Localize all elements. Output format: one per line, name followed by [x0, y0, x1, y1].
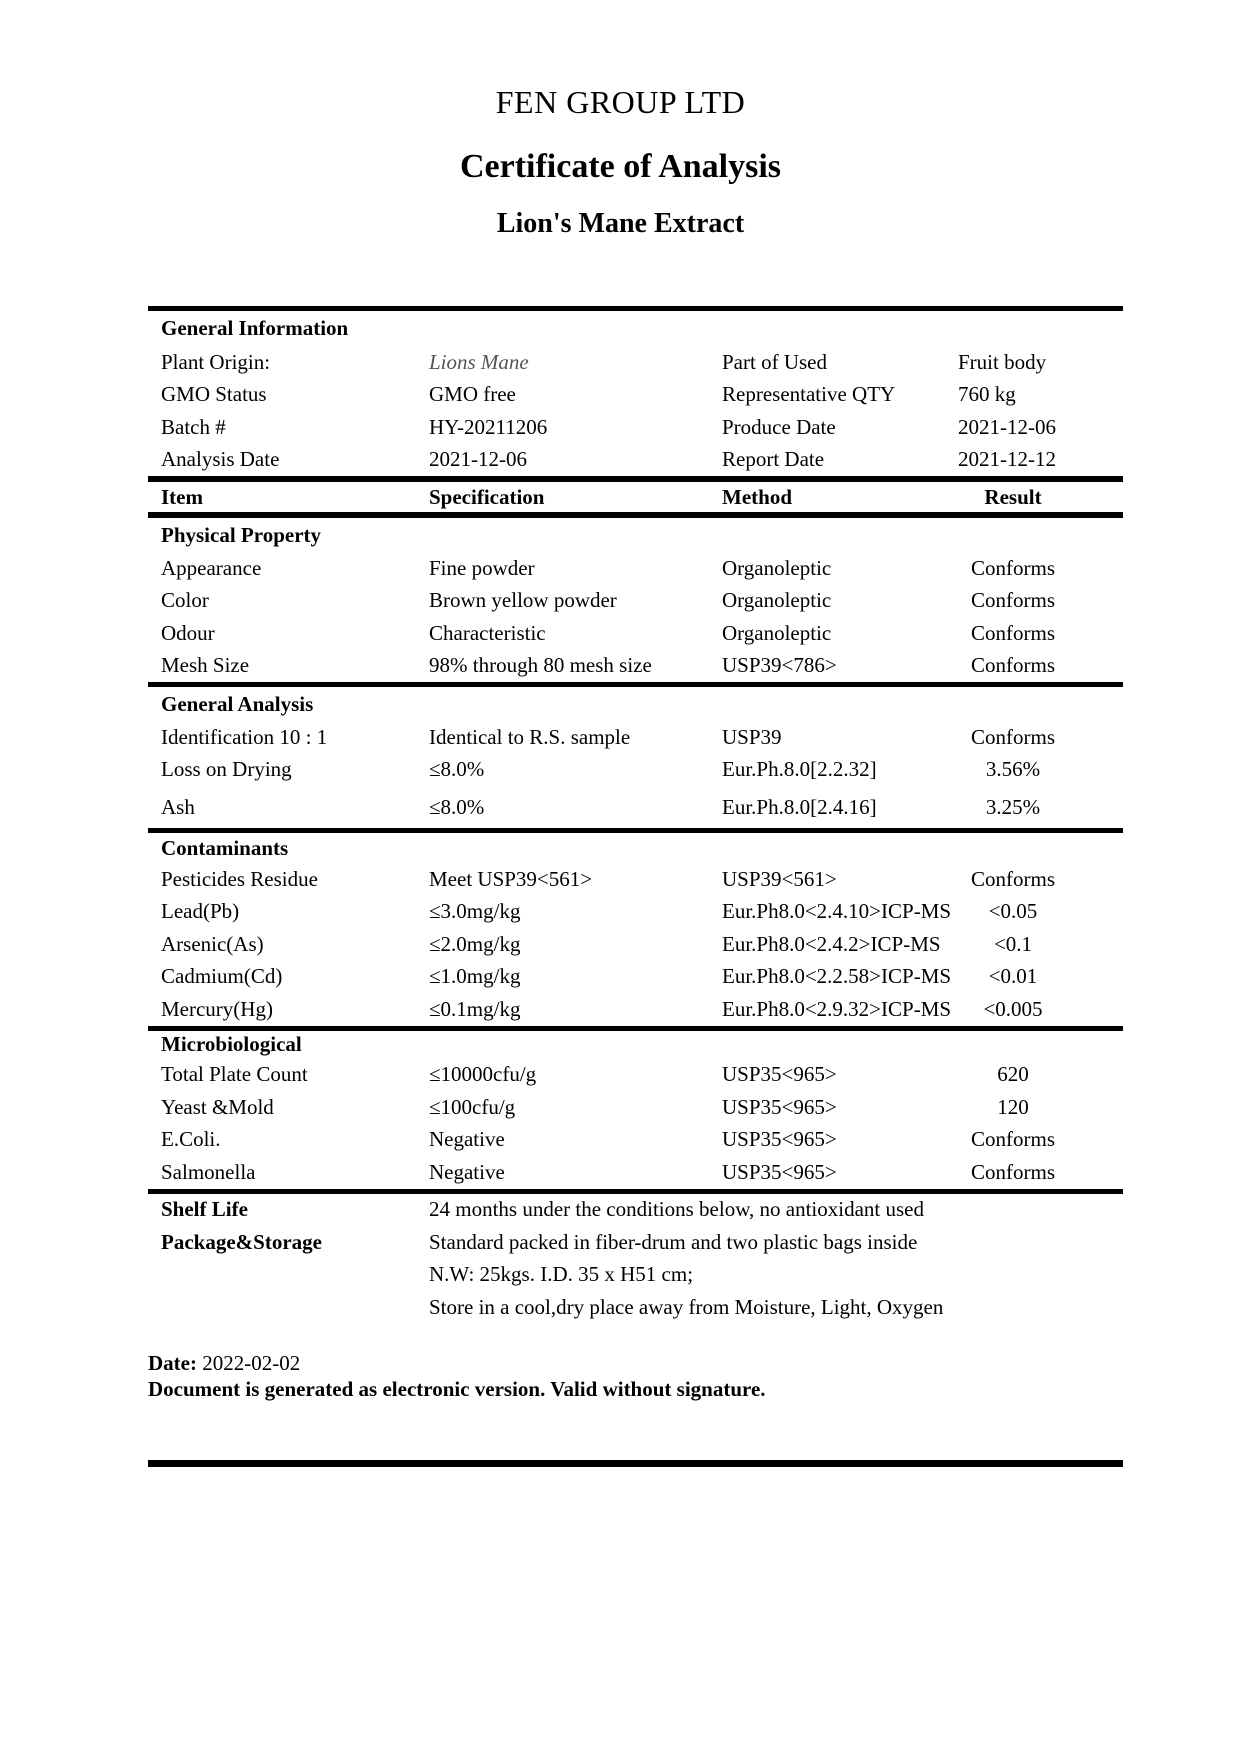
- storage-label: Shelf Life: [161, 1197, 248, 1222]
- cell-method: USP39: [722, 724, 782, 749]
- table-section-heading: Physical Property: [161, 522, 322, 547]
- document-title: Certificate of Analysis: [459, 148, 782, 185]
- cell-item: Identification 10 : 1: [161, 724, 328, 749]
- cell-result: Conforms: [971, 1127, 1055, 1152]
- cell-specification: ≤8.0%: [429, 757, 485, 782]
- cell-item: Appearance: [161, 555, 262, 580]
- info-label: Report Date: [722, 447, 825, 472]
- cell-specification: ≤1.0mg/kg: [429, 964, 521, 989]
- cell-item: Total Plate Count: [161, 1062, 308, 1087]
- cell-specification: Characteristic: [429, 620, 546, 645]
- cell-item: Mesh Size: [161, 653, 250, 678]
- general-info-row: [148, 346, 1123, 379]
- storage-row: [148, 1226, 1123, 1259]
- general-info-row: [148, 379, 1123, 412]
- info-value: Lions Mane: [429, 349, 529, 374]
- table-row: [148, 786, 1123, 828]
- cell-specification: Fine powder: [429, 555, 535, 580]
- cell-method: Eur.Ph8.0<2.4.2>ICP-MS: [722, 931, 941, 956]
- cell-result: Conforms: [971, 620, 1055, 645]
- table-row: [148, 1156, 1123, 1189]
- cell-item: Loss on Drying: [161, 757, 292, 782]
- cell-item: Yeast &Mold: [161, 1094, 274, 1119]
- cell-specification: ≤0.1mg/kg: [429, 996, 521, 1021]
- cell-specification: Identical to R.S. sample: [429, 724, 631, 749]
- cell-result: 620: [997, 1062, 1029, 1087]
- storage-text: Store in a cool,dry place away from Moisture, Light, Oxygen: [429, 1294, 944, 1319]
- cell-result: 3.56%: [985, 757, 1041, 782]
- cell-method: Eur.Ph.8.0[2.4.16]: [722, 794, 877, 819]
- info-value: GMO free: [429, 382, 516, 407]
- cell-method: Organoleptic: [722, 588, 832, 613]
- storage-text: N.W: 25kgs. I.D. 35 x H51 cm;: [429, 1262, 694, 1287]
- info-value: 2021-12-12: [958, 447, 1056, 472]
- info-label: Produce Date: [722, 414, 836, 439]
- certificate-body: [148, 306, 1123, 1467]
- cell-result: Conforms: [971, 555, 1055, 580]
- cell-item: Cadmium(Cd): [161, 964, 283, 989]
- table-section-heading: Microbiological: [161, 1032, 302, 1056]
- results-table: [148, 518, 1123, 1194]
- table-section: [148, 687, 1123, 828]
- cell-method: Organoleptic: [722, 555, 832, 580]
- issue-date-line: [148, 1350, 1123, 1376]
- table-row: [148, 650, 1123, 683]
- cell-specification: Brown yellow powder: [429, 588, 617, 613]
- column-header-method: Method: [722, 484, 792, 509]
- company-name: FEN GROUP LTD: [495, 84, 746, 120]
- divider: [148, 1460, 1123, 1467]
- cell-result: <0.01: [988, 964, 1038, 989]
- cell-specification: Negative: [429, 1159, 505, 1184]
- table-row: [148, 863, 1123, 896]
- info-value: 2021-12-06: [429, 447, 527, 472]
- storage-text: Standard packed in fiber-drum and two plastic bags inside: [429, 1229, 918, 1254]
- info-value: HY-20211206: [429, 414, 548, 439]
- cell-method: Eur.Ph8.0<2.2.58>ICP-MS: [722, 964, 952, 989]
- table-row: [148, 585, 1123, 618]
- footer: [148, 1350, 1123, 1402]
- cell-item: E.Coli.: [161, 1127, 221, 1152]
- cell-result: 120: [997, 1094, 1029, 1119]
- storage-row: [148, 1194, 1123, 1227]
- cell-result: Conforms: [971, 588, 1055, 613]
- table-section: [148, 833, 1123, 1026]
- cell-method: USP35<965>: [722, 1127, 837, 1152]
- storage-row: [148, 1291, 1123, 1324]
- cell-result: Conforms: [971, 1159, 1055, 1184]
- cell-method: USP35<965>: [722, 1062, 837, 1087]
- cell-result: 3.25%: [985, 794, 1041, 819]
- cell-specification: Negative: [429, 1127, 505, 1152]
- table-row: [148, 1091, 1123, 1124]
- table-section: [148, 1031, 1123, 1189]
- cell-item: Lead(Pb): [161, 899, 240, 924]
- cell-method: USP39<786>: [722, 653, 837, 678]
- cell-item: Odour: [161, 620, 215, 645]
- cell-specification: ≤10000cfu/g: [429, 1062, 537, 1087]
- cell-result: <0.005: [983, 996, 1043, 1021]
- info-label: GMO Status: [161, 382, 267, 407]
- cell-specification: ≤8.0%: [429, 794, 485, 819]
- table-section-heading: Contaminants: [161, 835, 289, 860]
- cell-result: <0.1: [993, 931, 1033, 956]
- date-value: 2022-02-02: [202, 1350, 301, 1375]
- cell-method: USP35<965>: [722, 1159, 837, 1184]
- info-value: 760 kg: [958, 382, 1016, 407]
- cell-specification: Meet USP39<561>: [429, 866, 593, 891]
- info-label: Analysis Date: [161, 447, 280, 472]
- cell-item: Ash: [161, 794, 195, 819]
- storage-block: [148, 1194, 1123, 1324]
- column-header-specification: Specification: [429, 484, 545, 509]
- table-section-heading: General Analysis: [161, 691, 314, 716]
- table-row: [148, 617, 1123, 650]
- cell-specification: ≤100cfu/g: [429, 1094, 516, 1119]
- general-info-row: [148, 411, 1123, 444]
- table-section: [148, 518, 1123, 682]
- cell-result: Conforms: [971, 653, 1055, 678]
- electronic-version-note: Document is generated as electronic version. Valid without signature.: [148, 1376, 766, 1401]
- table-row: [148, 552, 1123, 585]
- table-row: [148, 754, 1123, 787]
- info-value: 2021-12-06: [958, 414, 1056, 439]
- table-row: [148, 896, 1123, 929]
- cell-result: Conforms: [971, 866, 1055, 891]
- table-row: [148, 993, 1123, 1026]
- cell-specification: 98% through 80 mesh size: [429, 653, 652, 678]
- cell-result: Conforms: [971, 724, 1055, 749]
- cell-item: Arsenic(As): [161, 931, 264, 956]
- cell-method: Eur.Ph.8.0[2.2.32]: [722, 757, 877, 782]
- info-label: Representative QTY: [722, 382, 896, 407]
- column-header-result: Result: [984, 484, 1042, 509]
- cell-method: Eur.Ph8.0<2.4.10>ICP-MS: [722, 899, 952, 924]
- general-information-heading: General Information: [161, 316, 349, 340]
- table-row: [148, 721, 1123, 754]
- info-label: Part of Used: [722, 349, 827, 374]
- cell-item: Mercury(Hg): [161, 996, 273, 1021]
- info-label: Batch #: [161, 414, 226, 439]
- storage-text: 24 months under the conditions below, no antioxidant used: [429, 1197, 924, 1222]
- table-row: [148, 1059, 1123, 1092]
- storage-label: Package&Storage: [161, 1229, 322, 1254]
- table-row: [148, 961, 1123, 994]
- cell-item: Color: [161, 588, 209, 613]
- info-value: Fruit body: [958, 349, 1047, 374]
- cell-method: Organoleptic: [722, 620, 832, 645]
- cell-specification: ≤2.0mg/kg: [429, 931, 521, 956]
- table-header-row: [148, 482, 1123, 512]
- general-information-rows: [148, 346, 1123, 476]
- date-label: Date:: [148, 1350, 197, 1375]
- info-label: Plant Origin:: [161, 349, 271, 374]
- table-row: [148, 1124, 1123, 1157]
- column-header-item: Item: [161, 484, 203, 509]
- cell-item: Pesticides Residue: [161, 866, 318, 891]
- cell-specification: ≤3.0mg/kg: [429, 899, 521, 924]
- storage-row: [148, 1259, 1123, 1292]
- cell-method: USP35<965>: [722, 1094, 837, 1119]
- product-name: Lion's Mane Extract: [496, 208, 745, 239]
- table-row: [148, 928, 1123, 961]
- general-info-row: [148, 444, 1123, 477]
- cell-item: Salmonella: [161, 1159, 256, 1184]
- cell-method: Eur.Ph8.0<2.9.32>ICP-MS: [722, 996, 952, 1021]
- cell-method: USP39<561>: [722, 866, 837, 891]
- cell-result: <0.05: [988, 899, 1038, 924]
